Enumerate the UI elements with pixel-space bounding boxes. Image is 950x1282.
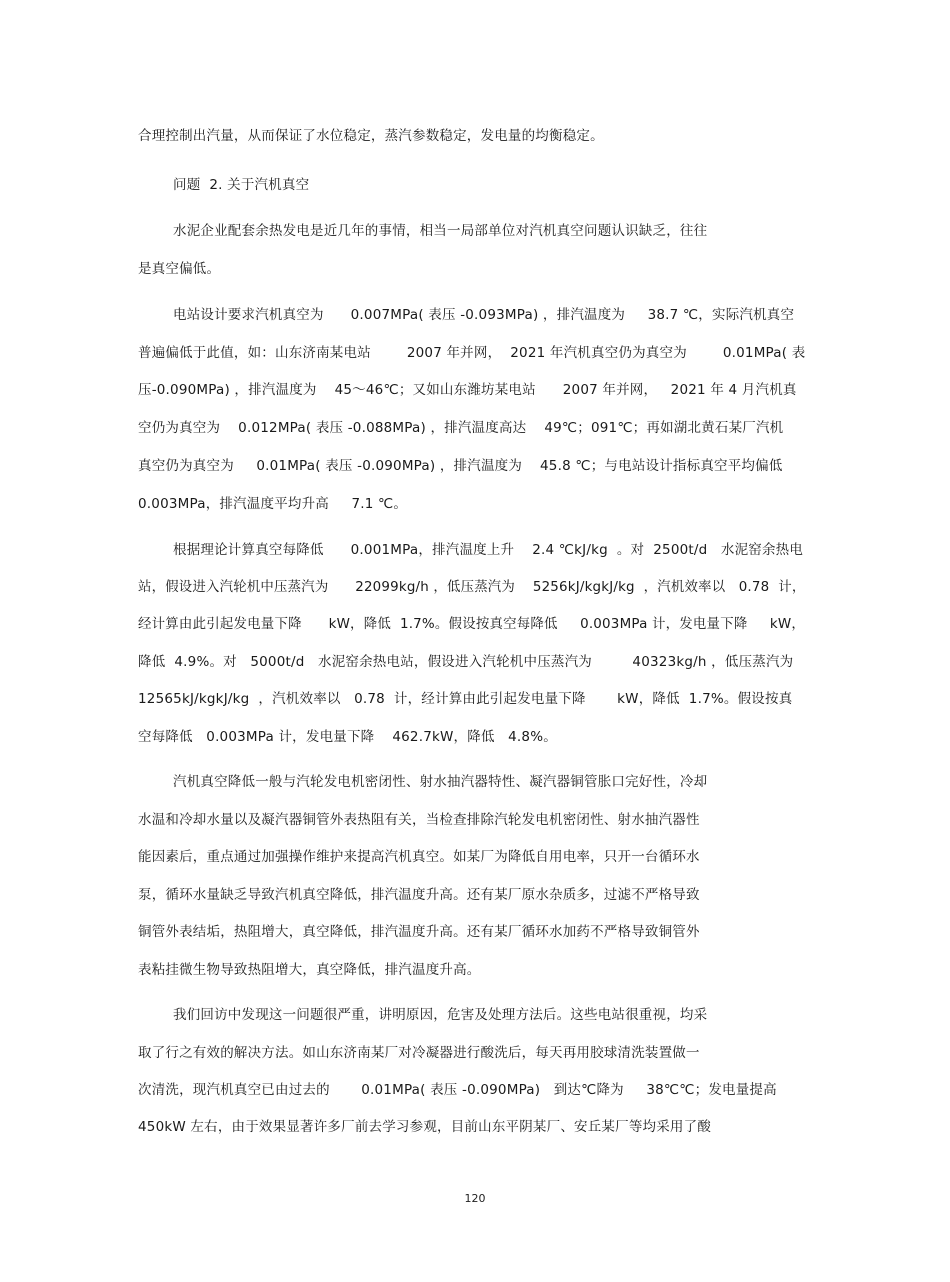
text-line: 站，假设进入汽轮机中压蒸汽为 22099kg/h ，低压蒸汽为 5256kJ/kgkJ/kg ，汽机效率以 0.78 计， bbox=[138, 579, 806, 595]
text-line: 取了行之有效的解决方法。如山东济南某厂对冷凝器进行酸洗后，每天再用胶球清洗装置做一 bbox=[138, 1045, 700, 1061]
text-line: 真空仍为真空为 0.01MPa( 表压 -0.090MPa) ，排汽温度为 45.8 ℃；与电站设计指标真空平均偏低 bbox=[138, 458, 783, 474]
text-line: 表粘挂微生物导致热阻增大，真空降低，排汽温度升高。 bbox=[138, 962, 481, 978]
text-line: 我们回访中发现这一问题很严重，讲明原因，危害及处理方法后。这些电站很重视，均采 bbox=[173, 1007, 708, 1023]
text-line: 水温和冷却水量以及凝汽器铜管外表热阻有关，当检查排除汽轮发电机密闭性、射水抽汽器性 bbox=[138, 812, 700, 828]
text-line: 泵，循环水量缺乏导致汽机真空降低，排汽温度升高。还有某厂原水杂质多，过滤不严格导致 bbox=[138, 887, 700, 903]
text-line: 是真空偏低。 bbox=[138, 261, 221, 277]
text-line: 降低 4.9%。对 5000t/d 水泥窑余热电站，假设进入汽轮机中压蒸汽为 40323kg/h ，低压蒸汽为 bbox=[138, 654, 794, 670]
text-line: 空每降低 0.003MPa 计，发电量下降 462.7kW，降低 4.8%。 bbox=[138, 729, 557, 745]
text-line: 压-0.090MPa) ，排汽温度为 45～46℃；又如山东潍坊某电站 2007 年并网， 2021 年 4 月汽机真 bbox=[138, 382, 797, 398]
page-number: 120 bbox=[464, 1192, 486, 1205]
text-line: 0.003MPa，排汽温度平均升高 7.1 ℃。 bbox=[138, 496, 408, 512]
section-heading: 问题 2. 关于汽机真空 bbox=[173, 177, 310, 193]
text-line: 电站设计要求汽机真空为 0.007MPa( 表压 -0.093MPa) ，排汽温度为 38.7 ℃，实际汽机真空 bbox=[173, 307, 795, 323]
text-line: 汽机真空降低一般与汽轮发电机密闭性、射水抽汽器特性、凝汽器铜管胀口完好性，冷却 bbox=[173, 774, 708, 790]
text-line: 铜管外表结垢，热阻增大，真空降低，排汽温度升高。还有某厂循环水加药不严格导致铜管外 bbox=[138, 924, 700, 940]
text-line: 能因素后，重点通过加强操作维护来提高汽机真空。如某厂为降低自用电率，只开一台循环水 bbox=[138, 849, 700, 865]
text-line: 次清洗，现汽机真空已由过去的 0.01MPa( 表压 -0.090MPa) 到达℃降为 38℃℃；发电量提高 bbox=[138, 1082, 777, 1098]
text-line: 普遍偏低于此值，如：山东济南某电站 2007 年并网， 2021 年汽机真空仍为真空为 0.01MPa( 表 bbox=[138, 345, 806, 361]
text-line: 空仍为真空为 0.012MPa( 表压 -0.088MPa) ，排汽温度高达 49℃；091℃；再如湖北黄石某厂汽机 bbox=[138, 420, 784, 436]
text-line: 水泥企业配套余热发电是近几年的事情，相当一局部单位对汽机真空问题认识缺乏，往往 bbox=[173, 223, 708, 239]
text-line: 12565kJ/kgkJ/kg ，汽机效率以 0.78 计，经计算由此引起发电量下降 kW，降低 1.7%。假设按真 bbox=[138, 691, 793, 707]
text-line: 合理控制出汽量，从而保证了水位稳定，蒸汽参数稳定，发电量的均衡稳定。 bbox=[138, 128, 604, 144]
text-line: 根据理论计算真空每降低 0.001MPa，排汽温度上升 2.4 ℃kJ/kg 。对 2500t/d 水泥窑余热电 bbox=[173, 542, 804, 558]
text-line: 450kW 左右，由于效果显著许多厂前去学习参观，目前山东平阴某厂、安丘某厂等均采用了酸 bbox=[138, 1119, 712, 1135]
text-line: 经计算由此引起发电量下降 kW，降低 1.7%。假设按真空每降低 0.003MPa 计，发电量下降 kW， bbox=[138, 616, 805, 632]
